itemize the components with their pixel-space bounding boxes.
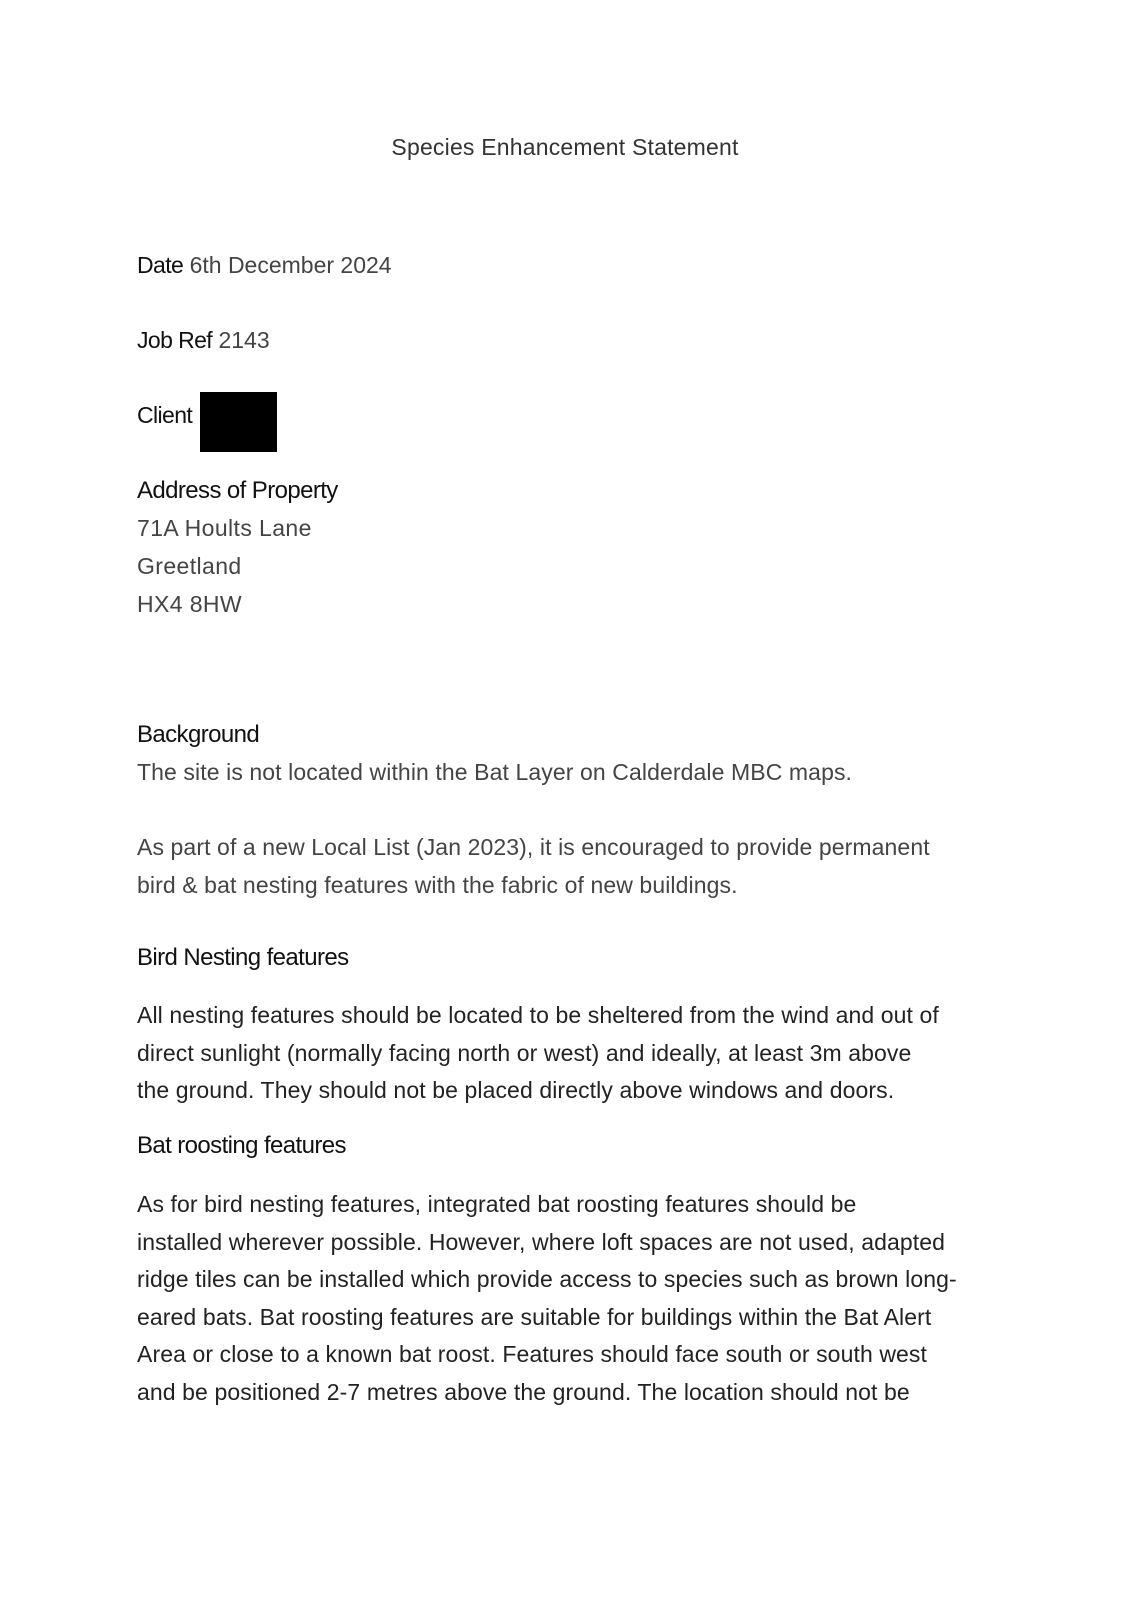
date-value: 6th December 2024 [189,252,392,278]
client-field [137,400,192,430]
client-redaction-block [200,392,277,452]
job-ref-label: Job Ref [137,327,213,353]
paragraph-line: and be positioned 2-7 metres above the ground. The location should not be [137,1378,910,1405]
address-heading: Address of Property [137,477,338,504]
paragraph-line: the ground. They should not be placed directly above windows and doors. [137,1077,895,1103]
background-paragraph-2 [137,829,1007,904]
paragraph-line: All nesting features should be located to be sheltered from the wind and out of [137,1002,939,1028]
bat-roosting-paragraph [137,1186,1007,1411]
date-label: Date [137,252,184,278]
paragraph-line: ridge tiles can be installed which provide access to species such as brown long- [137,1266,957,1292]
bird-nesting-paragraph [137,997,1007,1110]
bird-nesting-heading: Bird Nesting features [137,944,349,971]
paragraph-line: As for bird nesting features, integrated bat roosting features should be [137,1191,857,1217]
paragraph-line: Area or close to a known bat roost. Features should face south or south west [137,1341,928,1367]
bat-roosting-heading: Bat roosting features [137,1132,346,1159]
job-ref-field [137,325,270,355]
background-heading: Background [137,721,260,748]
job-ref-value: 2143 [218,327,270,353]
document-title: Species Enhancement Statement [391,134,739,160]
paragraph-line: The site is not located within the Bat Layer on Calderdale MBC maps. [137,759,853,785]
address-line-2: Greetland [137,553,242,579]
paragraph-line: direct sunlight (normally facing north or west) and ideally, at least 3m above [137,1039,912,1066]
paragraph-line: eared bats. Bat roosting features are suitable for buildings within the Bat Alert [137,1303,932,1330]
address-line-1: 71A Hoults Lane [137,515,312,541]
paragraph-line: installed wherever possible. However, where loft spaces are not used, adapted [137,1228,946,1255]
date-field [137,250,392,280]
paragraph-line: As part of a new Local List (Jan 2023), it is encouraged to provide permanent [137,834,930,860]
paragraph-line: bird & bat nesting features with the fabric of new buildings. [137,871,738,898]
background-paragraph-1 [137,754,1007,792]
address-line-3: HX4 8HW [137,591,243,617]
client-label: Client [137,402,193,428]
